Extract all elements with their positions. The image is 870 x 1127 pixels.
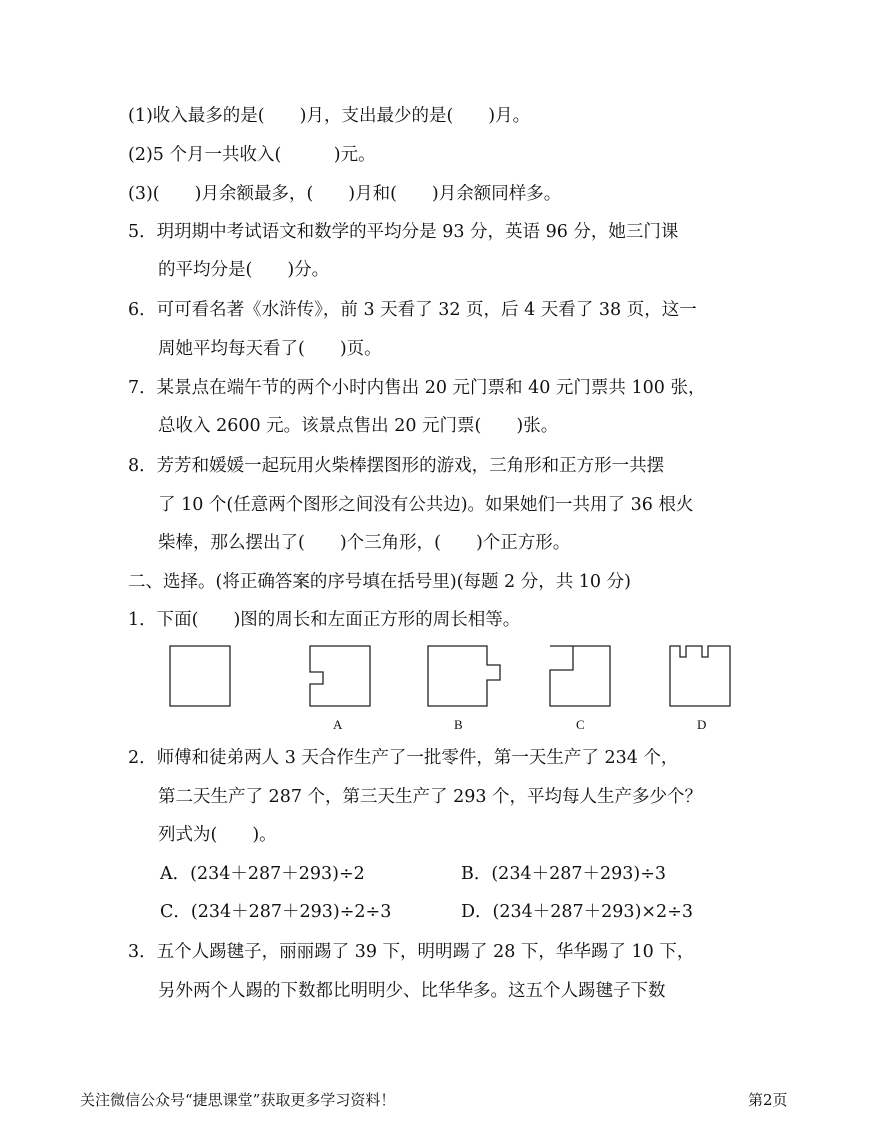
option-c: C．(234＋287＋293)÷2÷3 (160, 902, 392, 922)
choice-2-line2: 第二天生产了 287 个，第三天生产了 293 个，平均每人生产多少个？ (158, 787, 703, 807)
question-6-line2: 周她平均每天看了( )页。 (158, 339, 382, 359)
reference-square (170, 646, 230, 706)
question-5-line1: 5．玥玥期中考试语文和数学的平均分是 93 分，英语 96 分，她三门课 (128, 222, 679, 242)
question-8-line2: 了 10 个(任意两个图形之间没有公共边)。如果她们一共用了 36 根火 (158, 495, 694, 515)
question-8-line3: 柴棒，那么摆出了( )个三角形，( )个正方形。 (158, 533, 571, 553)
question-line: (2)5 个月一共收入( )元。 (128, 145, 376, 165)
option-b: B．(234＋287＋293)÷3 (461, 864, 667, 884)
figure-d (670, 646, 730, 706)
choice-2-line1: 2．师傅和徒弟两人 3 天合作生产了一批零件，第一天生产了 234 个， (128, 748, 679, 768)
figure-label-d: D (697, 717, 707, 732)
question-5-line2: 的平均分是( )分。 (158, 260, 330, 280)
choice-3-line2: 另外两个人踢的下数都比明明少、比华华多。这五个人踢毽子下数 (158, 981, 666, 1001)
footer-note: 关注微信公众号“捷思课堂”获取更多学习资料！ (80, 1091, 396, 1109)
figure-label-a: A (333, 717, 343, 732)
option-d: D．(234＋287＋293)×2÷3 (461, 902, 693, 922)
choice-2-line3: 列式为( )。 (158, 825, 277, 845)
choice-3-line1: 3．五个人踢毽子，丽丽踢了 39 下，明明踢了 28 下，华华踢了 10 下， (128, 942, 695, 962)
option-a: A．(234＋287＋293)÷2 (160, 864, 365, 884)
page-number: 第2页 (748, 1091, 788, 1109)
question-line: (1)收入最多的是( )月，支出最少的是( )月。 (128, 106, 531, 126)
section-heading: 二、选择。(将正确答案的序号填在括号里)(每题 2 分，共 10 分) (128, 572, 631, 592)
figure-b (428, 646, 500, 706)
figure-label-c: C (576, 717, 585, 732)
question-7-line2: 总收入 2600 元。该景点售出 20 元门票( )张。 (158, 416, 559, 436)
figure-a (310, 646, 370, 706)
figure-c (550, 646, 610, 706)
figure-label-b: B (454, 717, 463, 732)
question-7-line1: 7．某景点在端午节的两个小时内售出 20 元门票和 40 元门票共 100 张， (128, 378, 706, 398)
question-line: (3)( )月余额最多，( )月和( )月余额同样多。 (128, 184, 562, 204)
choice-1-line: 1．下面( )图的周长和左面正方形的周长相等。 (128, 610, 521, 630)
question-6-line1: 6．可可看名著《水浒传》，前 3 天看了 32 页，后 4 天看了 38 页，这一 (128, 300, 697, 320)
question-8-line1: 8．芳芳和媛媛一起玩用火柴棒摆图形的游戏，三角形和正方形一共摆 (128, 456, 665, 476)
figure-row (160, 640, 760, 740)
